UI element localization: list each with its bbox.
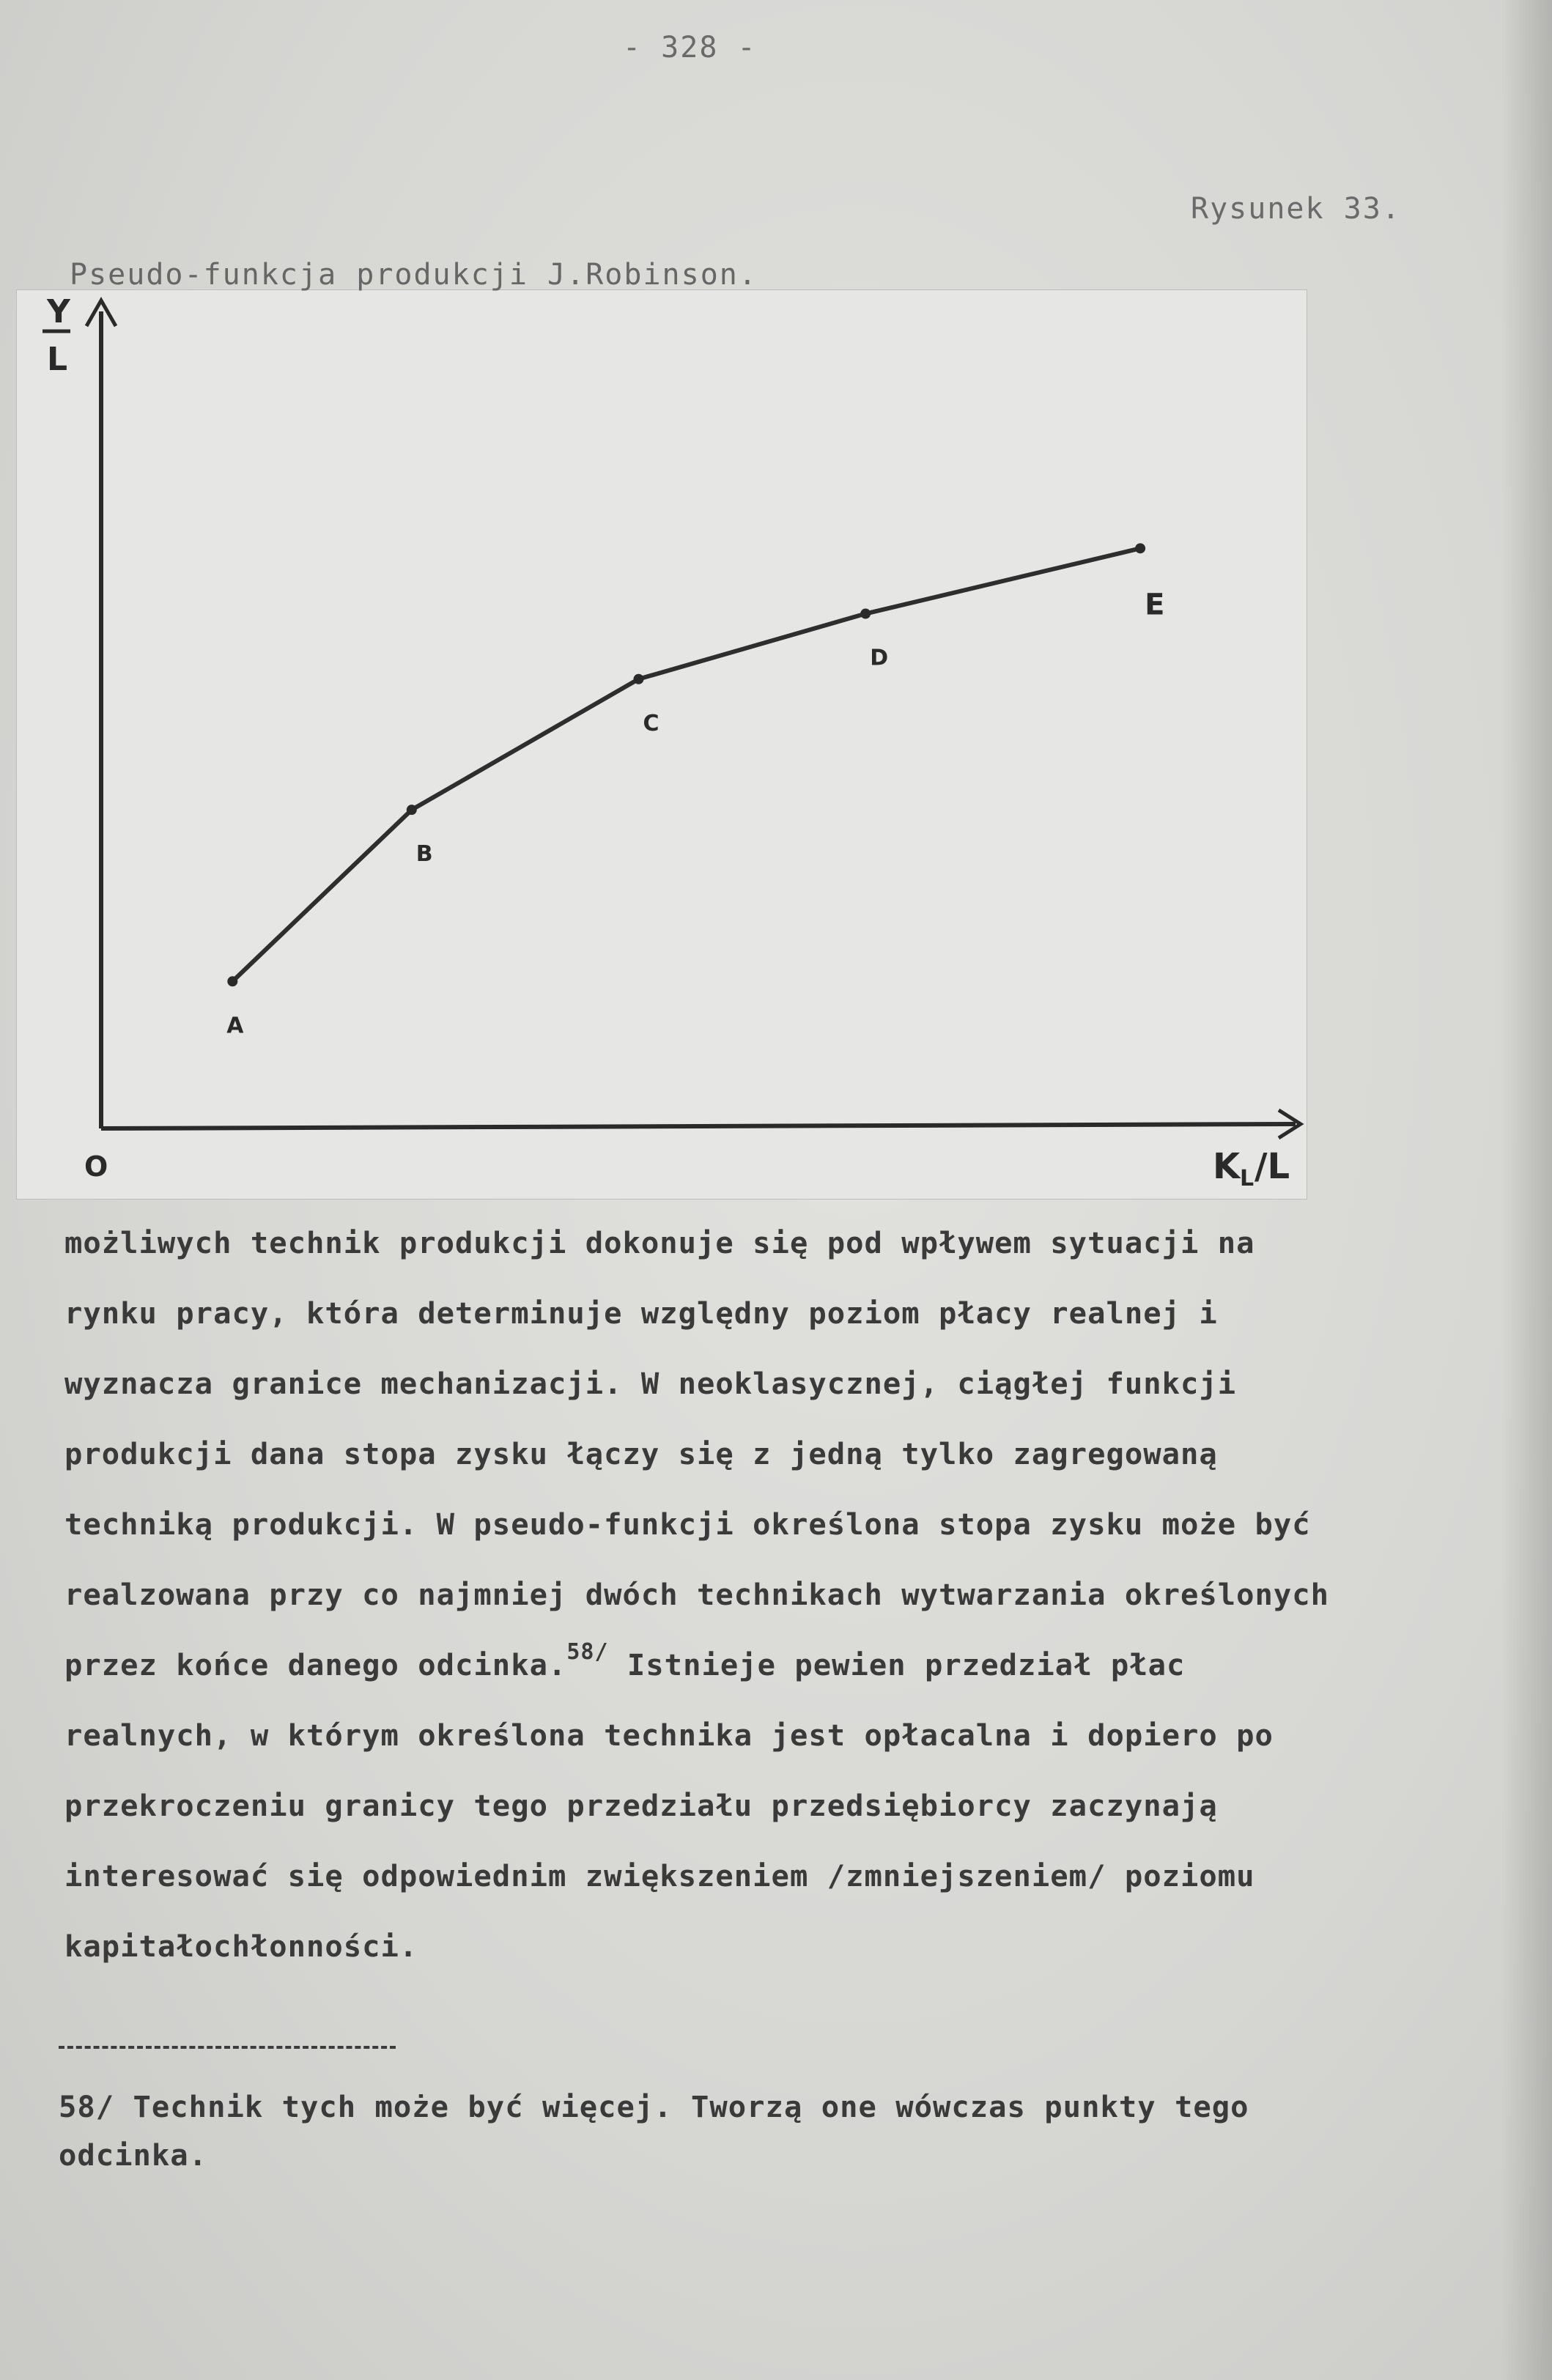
point-label-c: C xyxy=(643,710,659,736)
figure-label: Rysunek 33. xyxy=(1191,192,1401,226)
body-line: realzowana przy co najmniej dwóch technikach wytwarzania określonych xyxy=(64,1577,1330,1612)
x-axis-label-sub: L xyxy=(1240,1166,1254,1191)
point-label-a: A xyxy=(226,1013,244,1039)
point-label-b: B xyxy=(415,841,433,868)
y-axis-label-bottom: L xyxy=(47,341,68,378)
y-axis-label-top: Y xyxy=(47,293,70,330)
data-point-a xyxy=(227,976,237,986)
body-line: wyznacza granice mechanizacji. W neoklasycznej, ciągłej funkcji xyxy=(64,1366,1237,1401)
page-number: - 328 - xyxy=(623,31,757,64)
origin-label: O xyxy=(84,1150,108,1183)
x-axis xyxy=(101,1124,1296,1128)
body-line: przekroczeniu granicy tego przedziału przedsiębiorcy zaczynają xyxy=(64,1788,1218,1823)
x-axis-label-main: K xyxy=(1213,1146,1241,1187)
series-segment xyxy=(232,810,412,981)
data-point-e xyxy=(1135,543,1145,553)
body-line: kapitałochłonności. xyxy=(64,1929,418,1964)
footnote-line: 58/ Technik tych może być więcej. Tworzą one wówczas punkty tego xyxy=(59,2089,1249,2124)
body-line-continuation: Istnieje pewien przedział płac xyxy=(608,1647,1186,1682)
series-segment xyxy=(865,548,1140,613)
body-line-text: przez końce danego odcinka. xyxy=(64,1647,567,1682)
figure-title: Pseudo-funkcja produkcji J.Robinson. xyxy=(70,258,758,292)
body-line-with-footnote-ref xyxy=(64,1630,1523,1700)
body-text xyxy=(64,1208,1523,1981)
body-line: realnych, w którym określona technika jest opłacalna i dopiero po xyxy=(64,1718,1274,1753)
body-line: techniką produkcji. W pseudo-funkcji określona stopa zysku może być xyxy=(64,1507,1311,1542)
plot-layer xyxy=(226,543,1164,1038)
x-axis-label-tail: /L xyxy=(1254,1146,1290,1187)
data-point-b xyxy=(407,805,417,815)
data-point-d xyxy=(860,609,871,619)
footnote xyxy=(59,2082,1495,2179)
series-segment xyxy=(412,679,639,810)
point-label-e: E xyxy=(1145,588,1165,622)
series-segment xyxy=(639,614,866,679)
body-line: interesować się odpowiednim zwiększeniem /zmniejszeniem/ poziomu xyxy=(64,1858,1255,1893)
point-label-d: D xyxy=(870,645,889,671)
body-line: rynku pracy, która determinuje względny poziom płacy realnej i xyxy=(64,1296,1218,1331)
footnote-separator xyxy=(59,2046,396,2049)
data-point-c xyxy=(634,674,644,684)
footnote-line: odcinka. xyxy=(59,2137,208,2173)
body-line: produkcji dana stopa zysku łączy się z jedną tylko zagregowaną xyxy=(64,1436,1218,1471)
body-line: możliwych technik produkcji dokonuje się pod wpływem sytuacji na xyxy=(64,1225,1255,1260)
footnote-reference: 58/ xyxy=(566,1639,609,1665)
